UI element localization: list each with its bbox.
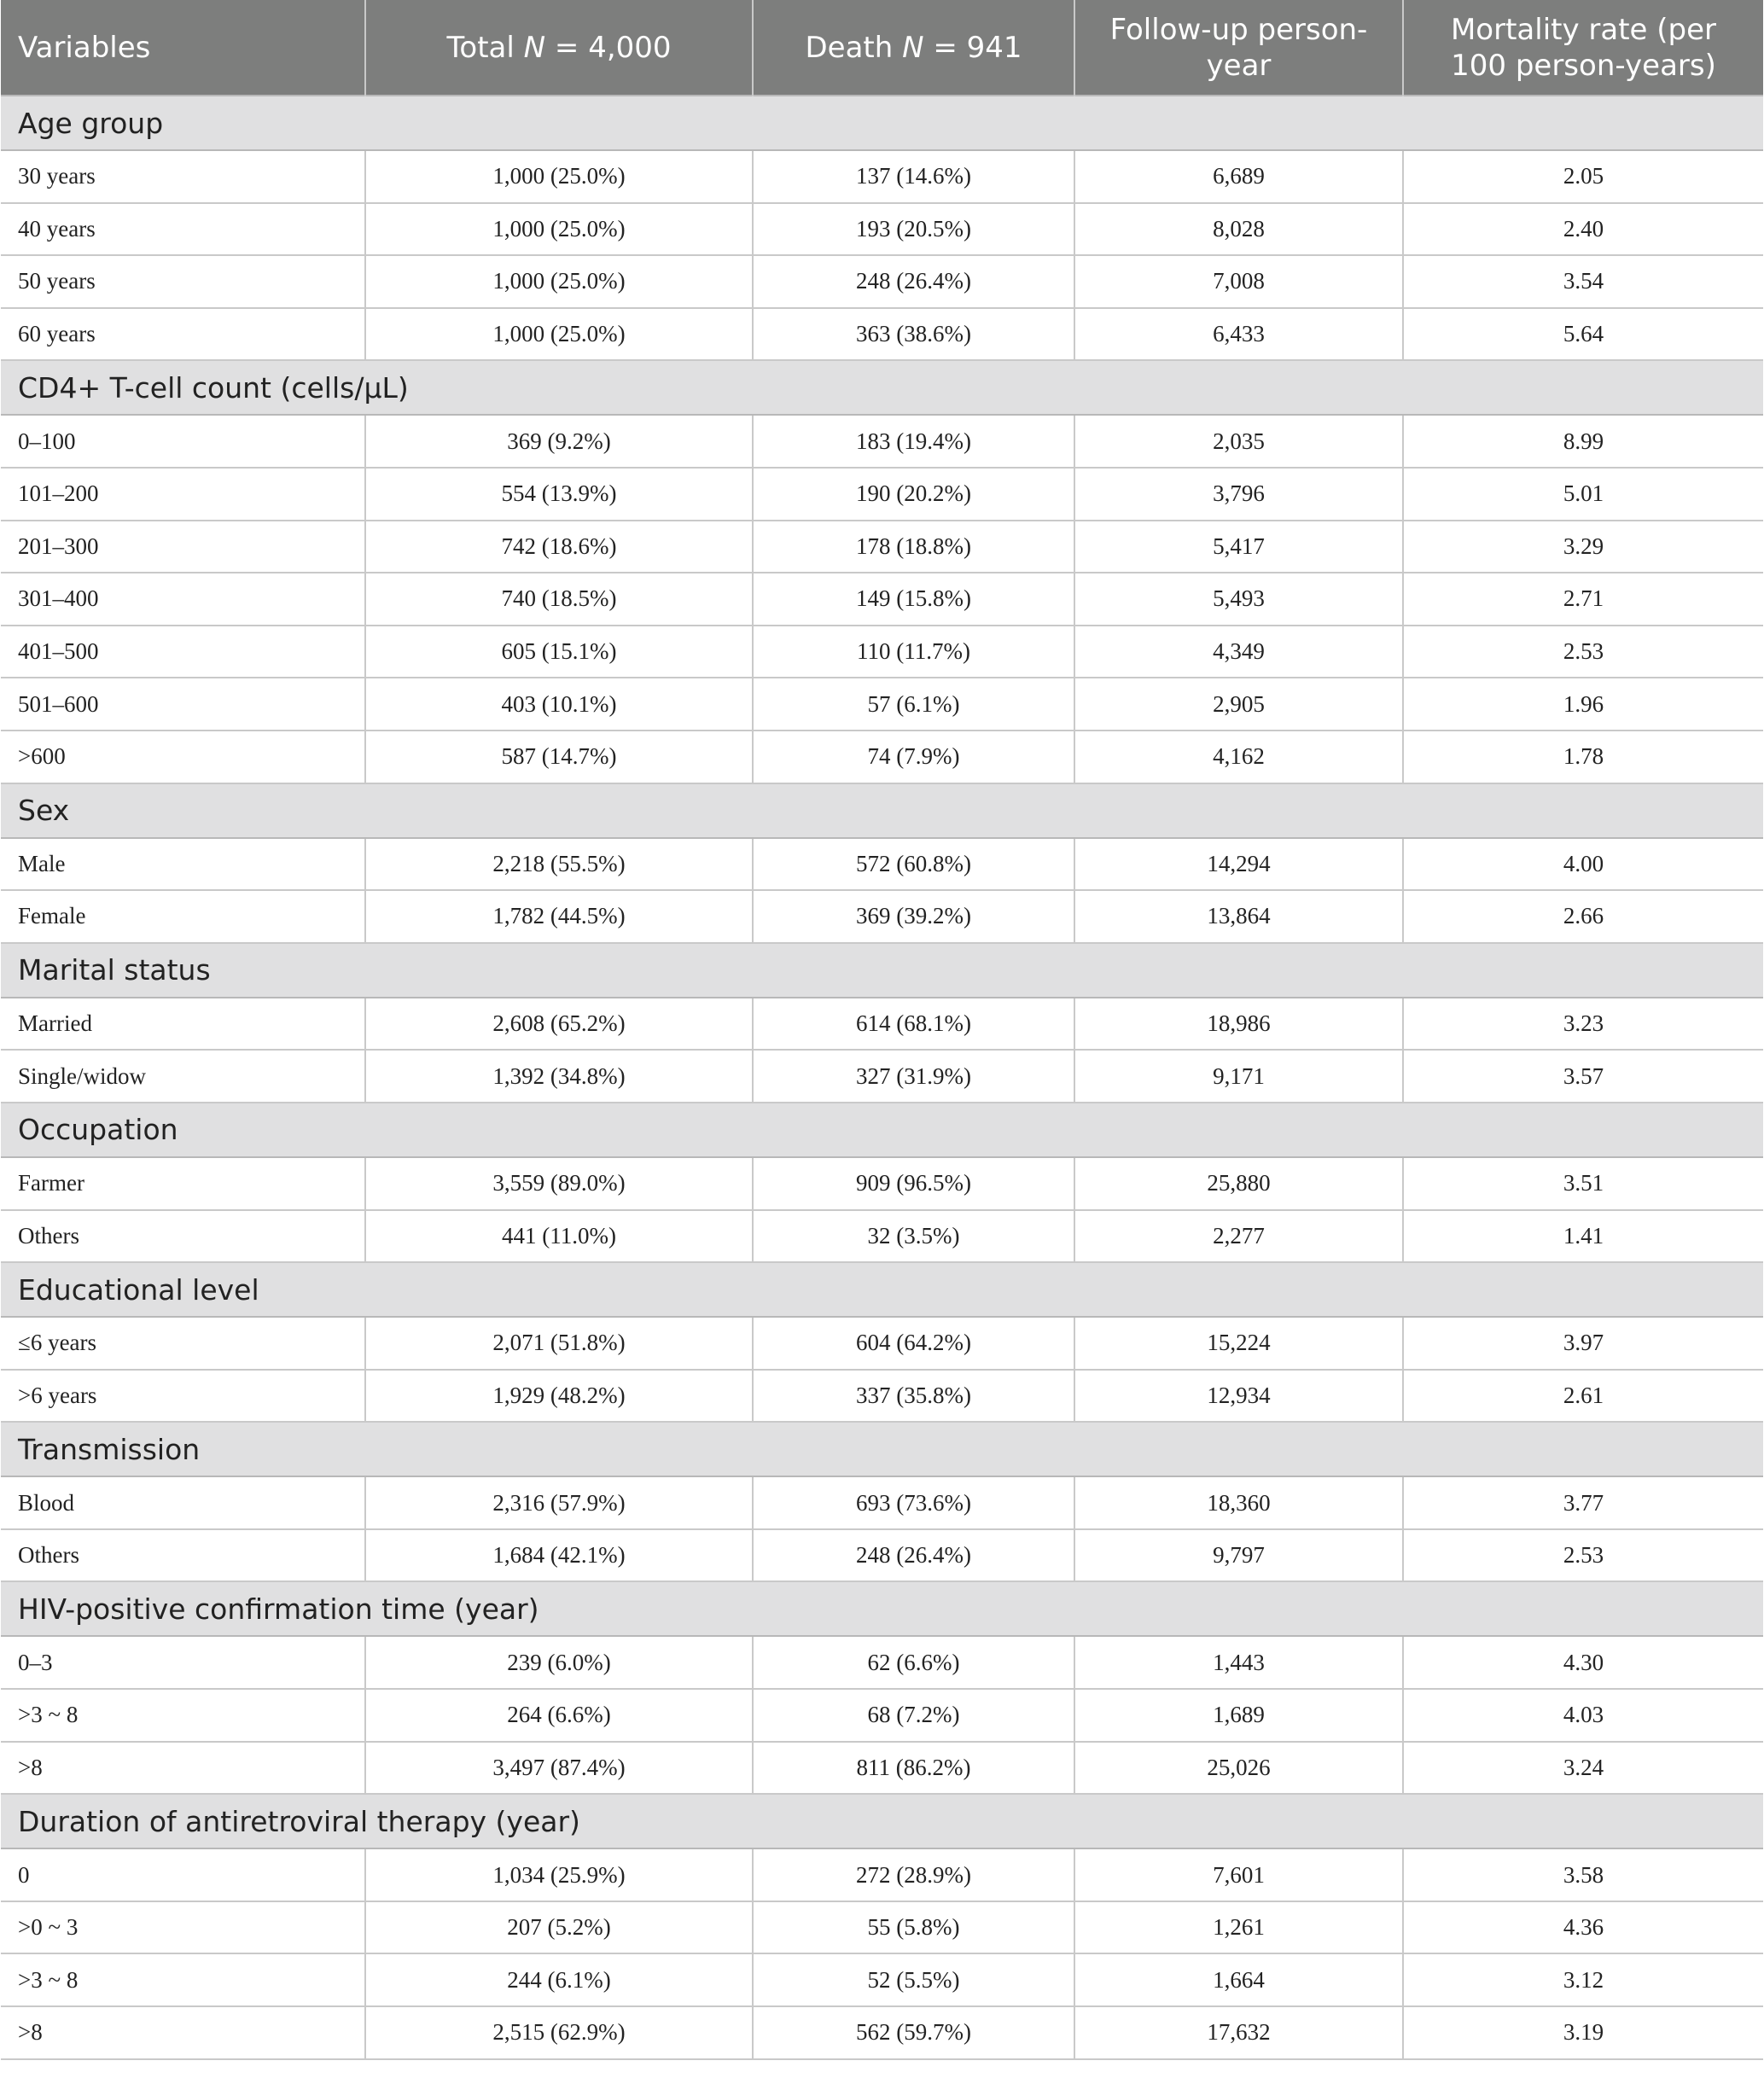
cell-total: 441 (11.0%) (365, 1210, 753, 1263)
cell-death: 52 (5.5%) (753, 1953, 1074, 2006)
cell-followup: 13,864 (1074, 890, 1403, 943)
cell-label: 30 years (1, 150, 365, 203)
table-row (1, 1317, 1763, 1370)
cell-total: 1,000 (25.0%) (365, 203, 753, 256)
header-mortality (1403, 0, 1763, 96)
cell-label: 0–100 (1, 415, 365, 468)
cell-total: 1,034 (25.9%) (365, 1848, 753, 1901)
cell-death: 193 (20.5%) (753, 203, 1074, 256)
header-variables-label: Variables (18, 30, 151, 65)
cell-death: 248 (26.4%) (753, 255, 1074, 308)
cell-total: 264 (6.6%) (365, 1689, 753, 1742)
header-followup-line1: Follow-up person- (1109, 12, 1368, 47)
cell-death: 562 (59.7%) (753, 2006, 1074, 2059)
cell-rate: 2.40 (1403, 203, 1763, 256)
cell-total: 244 (6.1%) (365, 1953, 753, 2006)
header-total (365, 0, 753, 96)
group-header-row (1, 1581, 1763, 1636)
cell-total: 403 (10.1%) (365, 678, 753, 731)
cell-total: 1,782 (44.5%) (365, 890, 753, 943)
group-title: Occupation (1, 1103, 1763, 1157)
cell-rate: 2.61 (1403, 1370, 1763, 1423)
cell-total: 554 (13.9%) (365, 468, 753, 521)
cell-total: 2,218 (55.5%) (365, 838, 753, 891)
header-total-n: N (523, 30, 546, 65)
cell-followup: 17,632 (1074, 2006, 1403, 2059)
cell-rate: 5.01 (1403, 468, 1763, 521)
table-row (1, 1901, 1763, 1954)
table-row (1, 255, 1763, 308)
cell-death: 178 (18.8%) (753, 521, 1074, 573)
cell-rate: 3.12 (1403, 1953, 1763, 2006)
cell-death: 248 (26.4%) (753, 1529, 1074, 1582)
cell-rate: 3.97 (1403, 1317, 1763, 1370)
table-row (1, 1742, 1763, 1795)
cell-followup: 5,493 (1074, 573, 1403, 626)
table-row (1, 998, 1763, 1051)
table-row (1, 150, 1763, 203)
table-row (1, 1050, 1763, 1103)
cell-followup: 18,986 (1074, 998, 1403, 1051)
group-header-row (1, 96, 1763, 150)
cell-label: 0 (1, 1848, 365, 1901)
cell-total: 1,684 (42.1%) (365, 1529, 753, 1582)
table-row (1, 415, 1763, 468)
cell-label: Female (1, 890, 365, 943)
cell-rate: 3.29 (1403, 521, 1763, 573)
cell-followup: 1,664 (1074, 1953, 1403, 2006)
cell-rate: 4.36 (1403, 1901, 1763, 1954)
cell-rate: 2.71 (1403, 573, 1763, 626)
cell-label: 50 years (1, 255, 365, 308)
cell-label: Blood (1, 1476, 365, 1529)
table-row (1, 1529, 1763, 1582)
cell-death: 62 (6.6%) (753, 1636, 1074, 1689)
cell-rate: 3.24 (1403, 1742, 1763, 1795)
cell-rate: 4.00 (1403, 838, 1763, 891)
cell-death: 32 (3.5%) (753, 1210, 1074, 1263)
cell-rate: 3.77 (1403, 1476, 1763, 1529)
header-death-prefix: Death (805, 30, 903, 65)
cell-death: 272 (28.9%) (753, 1848, 1074, 1901)
group-title: HIV-positive confirmation time (year) (1, 1581, 1763, 1636)
cell-total: 239 (6.0%) (365, 1636, 753, 1689)
header-total-prefix: Total (446, 30, 524, 65)
group-header-row (1, 1262, 1763, 1317)
cell-death: 811 (86.2%) (753, 1742, 1074, 1795)
table-row (1, 521, 1763, 573)
cell-total: 3,497 (87.4%) (365, 1742, 753, 1795)
group-title: Sex (1, 783, 1763, 838)
cell-death: 327 (31.9%) (753, 1050, 1074, 1103)
table-row (1, 1848, 1763, 1901)
cell-rate: 3.54 (1403, 255, 1763, 308)
group-header-row (1, 943, 1763, 998)
group-title: Educational level (1, 1262, 1763, 1317)
header-mortality-line2: 100 person-years) (1451, 48, 1716, 83)
cell-total: 1,000 (25.0%) (365, 255, 753, 308)
cell-label: 301–400 (1, 573, 365, 626)
cell-rate: 1.78 (1403, 731, 1763, 783)
cell-followup: 8,028 (1074, 203, 1403, 256)
cell-total: 1,000 (25.0%) (365, 150, 753, 203)
cell-rate: 2.53 (1403, 1529, 1763, 1582)
cell-death: 57 (6.1%) (753, 678, 1074, 731)
mortality-table (1, 0, 1763, 2060)
group-header-row (1, 783, 1763, 838)
cell-label: 501–600 (1, 678, 365, 731)
cell-total: 1,000 (25.0%) (365, 308, 753, 361)
cell-death: 190 (20.2%) (753, 468, 1074, 521)
cell-rate: 2.53 (1403, 626, 1763, 678)
cell-label: 40 years (1, 203, 365, 256)
table-row (1, 1210, 1763, 1263)
cell-label: ≤6 years (1, 1317, 365, 1370)
cell-followup: 6,689 (1074, 150, 1403, 203)
cell-label: 201–300 (1, 521, 365, 573)
cell-followup: 7,008 (1074, 255, 1403, 308)
header-variables (1, 0, 365, 96)
cell-label: 101–200 (1, 468, 365, 521)
table-row (1, 838, 1763, 891)
cell-followup: 12,934 (1074, 1370, 1403, 1423)
cell-label: 60 years (1, 308, 365, 361)
cell-followup: 9,797 (1074, 1529, 1403, 1582)
cell-label: >0 ~ 3 (1, 1901, 365, 1954)
table-row (1, 626, 1763, 678)
cell-rate: 1.41 (1403, 1210, 1763, 1263)
cell-rate: 8.99 (1403, 415, 1763, 468)
cell-label: >8 (1, 2006, 365, 2059)
cell-followup: 9,171 (1074, 1050, 1403, 1103)
cell-total: 740 (18.5%) (365, 573, 753, 626)
cell-death: 149 (15.8%) (753, 573, 1074, 626)
header-row (1, 0, 1763, 96)
cell-total: 2,071 (51.8%) (365, 1317, 753, 1370)
cell-rate: 3.23 (1403, 998, 1763, 1051)
cell-total: 742 (18.6%) (365, 521, 753, 573)
cell-death: 55 (5.8%) (753, 1901, 1074, 1954)
cell-followup: 2,035 (1074, 415, 1403, 468)
table-row (1, 468, 1763, 521)
cell-label: >6 years (1, 1370, 365, 1423)
table-row (1, 1953, 1763, 2006)
cell-label: >600 (1, 731, 365, 783)
cell-death: 369 (39.2%) (753, 890, 1074, 943)
header-mortality-line1: Mortality rate (per (1450, 12, 1717, 47)
table-header (1, 0, 1763, 96)
cell-death: 110 (11.7%) (753, 626, 1074, 678)
cell-death: 614 (68.1%) (753, 998, 1074, 1051)
cell-followup: 1,261 (1074, 1901, 1403, 1954)
cell-label: Married (1, 998, 365, 1051)
group-title: Transmission (1, 1422, 1763, 1476)
cell-total: 1,392 (34.8%) (365, 1050, 753, 1103)
cell-followup: 2,905 (1074, 678, 1403, 731)
cell-total: 587 (14.7%) (365, 731, 753, 783)
cell-rate: 1.96 (1403, 678, 1763, 731)
cell-followup: 25,026 (1074, 1742, 1403, 1795)
header-death-n: N (902, 30, 924, 65)
cell-death: 137 (14.6%) (753, 150, 1074, 203)
header-death-suffix: = 941 (923, 30, 1022, 65)
table-row (1, 1157, 1763, 1210)
cell-followup: 15,224 (1074, 1317, 1403, 1370)
cell-label: Others (1, 1210, 365, 1263)
cell-death: 693 (73.6%) (753, 1476, 1074, 1529)
cell-death: 68 (7.2%) (753, 1689, 1074, 1742)
cell-followup: 2,277 (1074, 1210, 1403, 1263)
cell-label: Others (1, 1529, 365, 1582)
cell-rate: 4.30 (1403, 1636, 1763, 1689)
cell-followup: 4,162 (1074, 731, 1403, 783)
cell-label: Farmer (1, 1157, 365, 1210)
cell-followup: 4,349 (1074, 626, 1403, 678)
cell-label: Male (1, 838, 365, 891)
cell-death: 909 (96.5%) (753, 1157, 1074, 1210)
cell-followup: 7,601 (1074, 1848, 1403, 1901)
cell-total: 1,929 (48.2%) (365, 1370, 753, 1423)
group-header-row (1, 360, 1763, 415)
cell-followup: 6,433 (1074, 308, 1403, 361)
cell-rate: 3.51 (1403, 1157, 1763, 1210)
cell-label: >8 (1, 1742, 365, 1795)
table-row (1, 203, 1763, 256)
group-header-row (1, 1422, 1763, 1476)
group-title: Age group (1, 96, 1763, 150)
table-row (1, 1476, 1763, 1529)
table-row (1, 308, 1763, 361)
header-followup (1074, 0, 1403, 96)
cell-label: >3 ~ 8 (1, 1953, 365, 2006)
cell-rate: 3.57 (1403, 1050, 1763, 1103)
group-title: CD4+ T-cell count (cells/μL) (1, 360, 1763, 415)
cell-total: 207 (5.2%) (365, 1901, 753, 1954)
cell-followup: 14,294 (1074, 838, 1403, 891)
cell-total: 2,316 (57.9%) (365, 1476, 753, 1529)
group-title: Duration of antiretroviral therapy (year) (1, 1794, 1763, 1848)
table-body (1, 96, 1763, 2059)
table-row (1, 731, 1763, 783)
cell-death: 337 (35.8%) (753, 1370, 1074, 1423)
cell-rate: 2.05 (1403, 150, 1763, 203)
cell-total: 2,608 (65.2%) (365, 998, 753, 1051)
cell-total: 3,559 (89.0%) (365, 1157, 753, 1210)
cell-label: 401–500 (1, 626, 365, 678)
table-row (1, 1636, 1763, 1689)
cell-rate: 3.19 (1403, 2006, 1763, 2059)
cell-rate: 5.64 (1403, 308, 1763, 361)
table-row (1, 2006, 1763, 2059)
cell-followup: 1,689 (1074, 1689, 1403, 1742)
cell-label: 0–3 (1, 1636, 365, 1689)
table-row (1, 1370, 1763, 1423)
table-row (1, 573, 1763, 626)
cell-death: 183 (19.4%) (753, 415, 1074, 468)
table-row (1, 678, 1763, 731)
cell-total: 369 (9.2%) (365, 415, 753, 468)
group-header-row (1, 1794, 1763, 1848)
cell-label: >3 ~ 8 (1, 1689, 365, 1742)
table-row (1, 1689, 1763, 1742)
cell-death: 572 (60.8%) (753, 838, 1074, 891)
header-followup-line2: year (1206, 48, 1272, 83)
cell-followup: 18,360 (1074, 1476, 1403, 1529)
cell-rate: 2.66 (1403, 890, 1763, 943)
cell-death: 363 (38.6%) (753, 308, 1074, 361)
header-total-suffix: = 4,000 (545, 30, 672, 65)
group-title: Marital status (1, 943, 1763, 998)
header-death (753, 0, 1074, 96)
group-header-row (1, 1103, 1763, 1157)
cell-followup: 25,880 (1074, 1157, 1403, 1210)
cell-followup: 3,796 (1074, 468, 1403, 521)
cell-rate: 4.03 (1403, 1689, 1763, 1742)
cell-death: 604 (64.2%) (753, 1317, 1074, 1370)
cell-total: 2,515 (62.9%) (365, 2006, 753, 2059)
table-row (1, 890, 1763, 943)
cell-followup: 1,443 (1074, 1636, 1403, 1689)
cell-rate: 3.58 (1403, 1848, 1763, 1901)
cell-label: Single/widow (1, 1050, 365, 1103)
cell-death: 74 (7.9%) (753, 731, 1074, 783)
cell-total: 605 (15.1%) (365, 626, 753, 678)
cell-followup: 5,417 (1074, 521, 1403, 573)
